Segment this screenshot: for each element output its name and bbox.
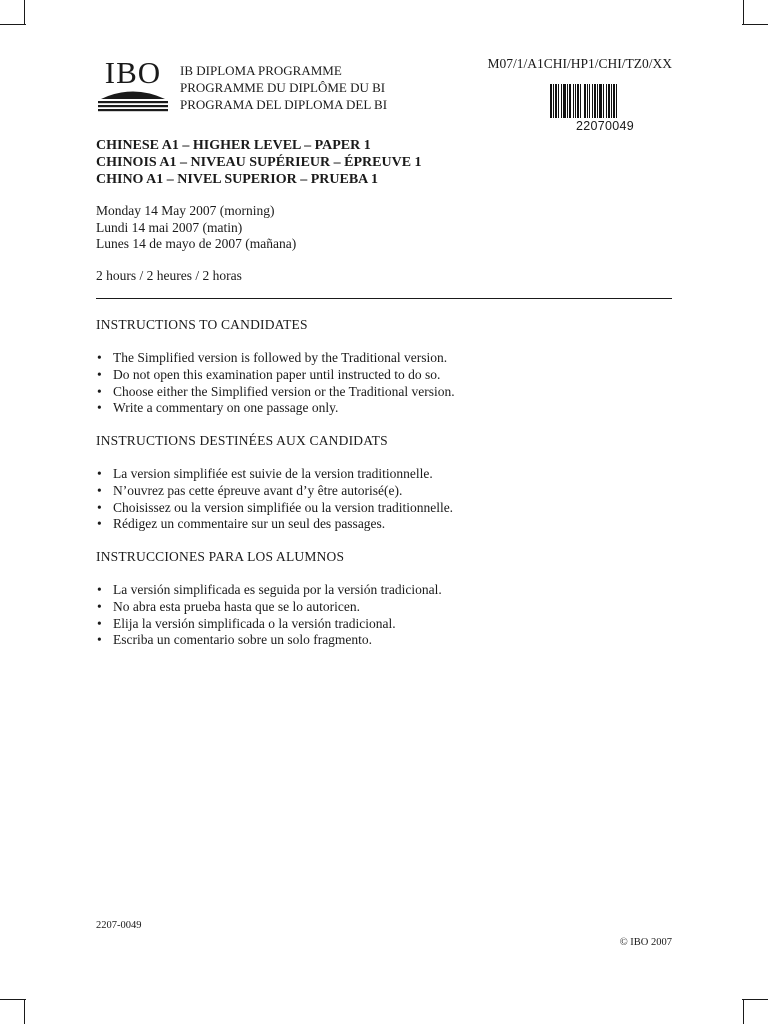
crop-mark-icon — [24, 1000, 25, 1024]
list-item: • N’ouvrez pas cette épreuve avant d’y être autorisé(e). — [96, 483, 453, 500]
list-item: • Choisissez ou la version simplifiée ou la version traditionnelle. — [96, 500, 453, 517]
footer-code: 2207-0049 — [96, 920, 142, 931]
instructions-list-fr — [96, 466, 453, 533]
section-heading-en: INSTRUCTIONS TO CANDIDATES — [96, 317, 308, 332]
title-fr: CHINOIS A1 – NIVEAU SUPÉRIEUR – ÉPREUVE 1 — [96, 155, 422, 170]
programme-name-fr: PROGRAMME DU DIPLÔME DU BI — [180, 80, 386, 95]
list-item: • La versión simplificada es seguida por la versión tradicional. — [96, 582, 442, 599]
list-item: • The Simplified version is followed by the Traditional version. — [96, 350, 455, 367]
list-item: • Escriba un comentario sobre un solo fragmento. — [96, 632, 442, 649]
copyright: © IBO 2007 — [619, 937, 672, 948]
crop-mark-icon — [743, 0, 744, 24]
date-en: Monday 14 May 2007 (morning) — [96, 203, 275, 218]
logo-text: IBO — [104, 55, 162, 90]
title-es: CHINO A1 – NIVEL SUPERIOR – PRUEBA 1 — [96, 172, 378, 187]
crop-mark-icon — [742, 24, 768, 25]
paper-code: M07/1/A1CHI/HP1/CHI/TZ0/XX — [487, 56, 672, 71]
programme-names — [180, 62, 387, 113]
list-item: • Write a commentary on one passage only. — [96, 400, 455, 417]
instructions-list-en — [96, 350, 455, 417]
ibo-logo-icon — [95, 55, 171, 114]
instructions-list-es — [96, 582, 442, 649]
title-en: CHINESE A1 – HIGHER LEVEL – PAPER 1 — [96, 138, 371, 153]
exam-dates — [96, 203, 296, 253]
barcode-number: 22070049 — [575, 119, 634, 133]
logo-arc-icon — [95, 55, 171, 114]
programme-name-en: IB DIPLOMA PROGRAMME — [180, 63, 342, 78]
crop-mark-icon — [24, 0, 25, 24]
barcode-icon — [550, 84, 660, 118]
crop-mark-icon — [743, 1000, 744, 1024]
crop-mark-icon — [0, 999, 26, 1000]
list-item: • Elija la versión simplificada o la versión tradicional. — [96, 616, 442, 633]
list-item: • Do not open this examination paper until instructed to do so. — [96, 367, 455, 384]
section-heading-es: INSTRUCCIONES PARA LOS ALUMNOS — [96, 549, 345, 564]
exam-duration: 2 hours / 2 heures / 2 horas — [96, 268, 242, 283]
section-heading-fr: INSTRUCTIONS DESTINÉES AUX CANDIDATS — [96, 433, 388, 448]
exam-titles — [96, 137, 422, 188]
crop-mark-icon — [742, 999, 768, 1000]
date-fr: Lundi 14 mai 2007 (matin) — [96, 219, 243, 235]
list-item: • Rédigez un commentaire sur un seul des passages. — [96, 516, 453, 533]
divider — [96, 298, 672, 299]
list-item: • Choose either the Simplified version or the Traditional version. — [96, 384, 455, 401]
date-es: Lunes 14 de mayo de 2007 (mañana) — [96, 236, 297, 251]
crop-mark-icon — [0, 24, 26, 25]
programme-name-es: PROGRAMA DEL DIPLOMA DEL BI — [180, 97, 388, 112]
list-item: • La version simplifiée est suivie de la version traditionnelle. — [96, 466, 453, 483]
list-item: • No abra esta prueba hasta que se lo autoricen. — [96, 599, 442, 616]
